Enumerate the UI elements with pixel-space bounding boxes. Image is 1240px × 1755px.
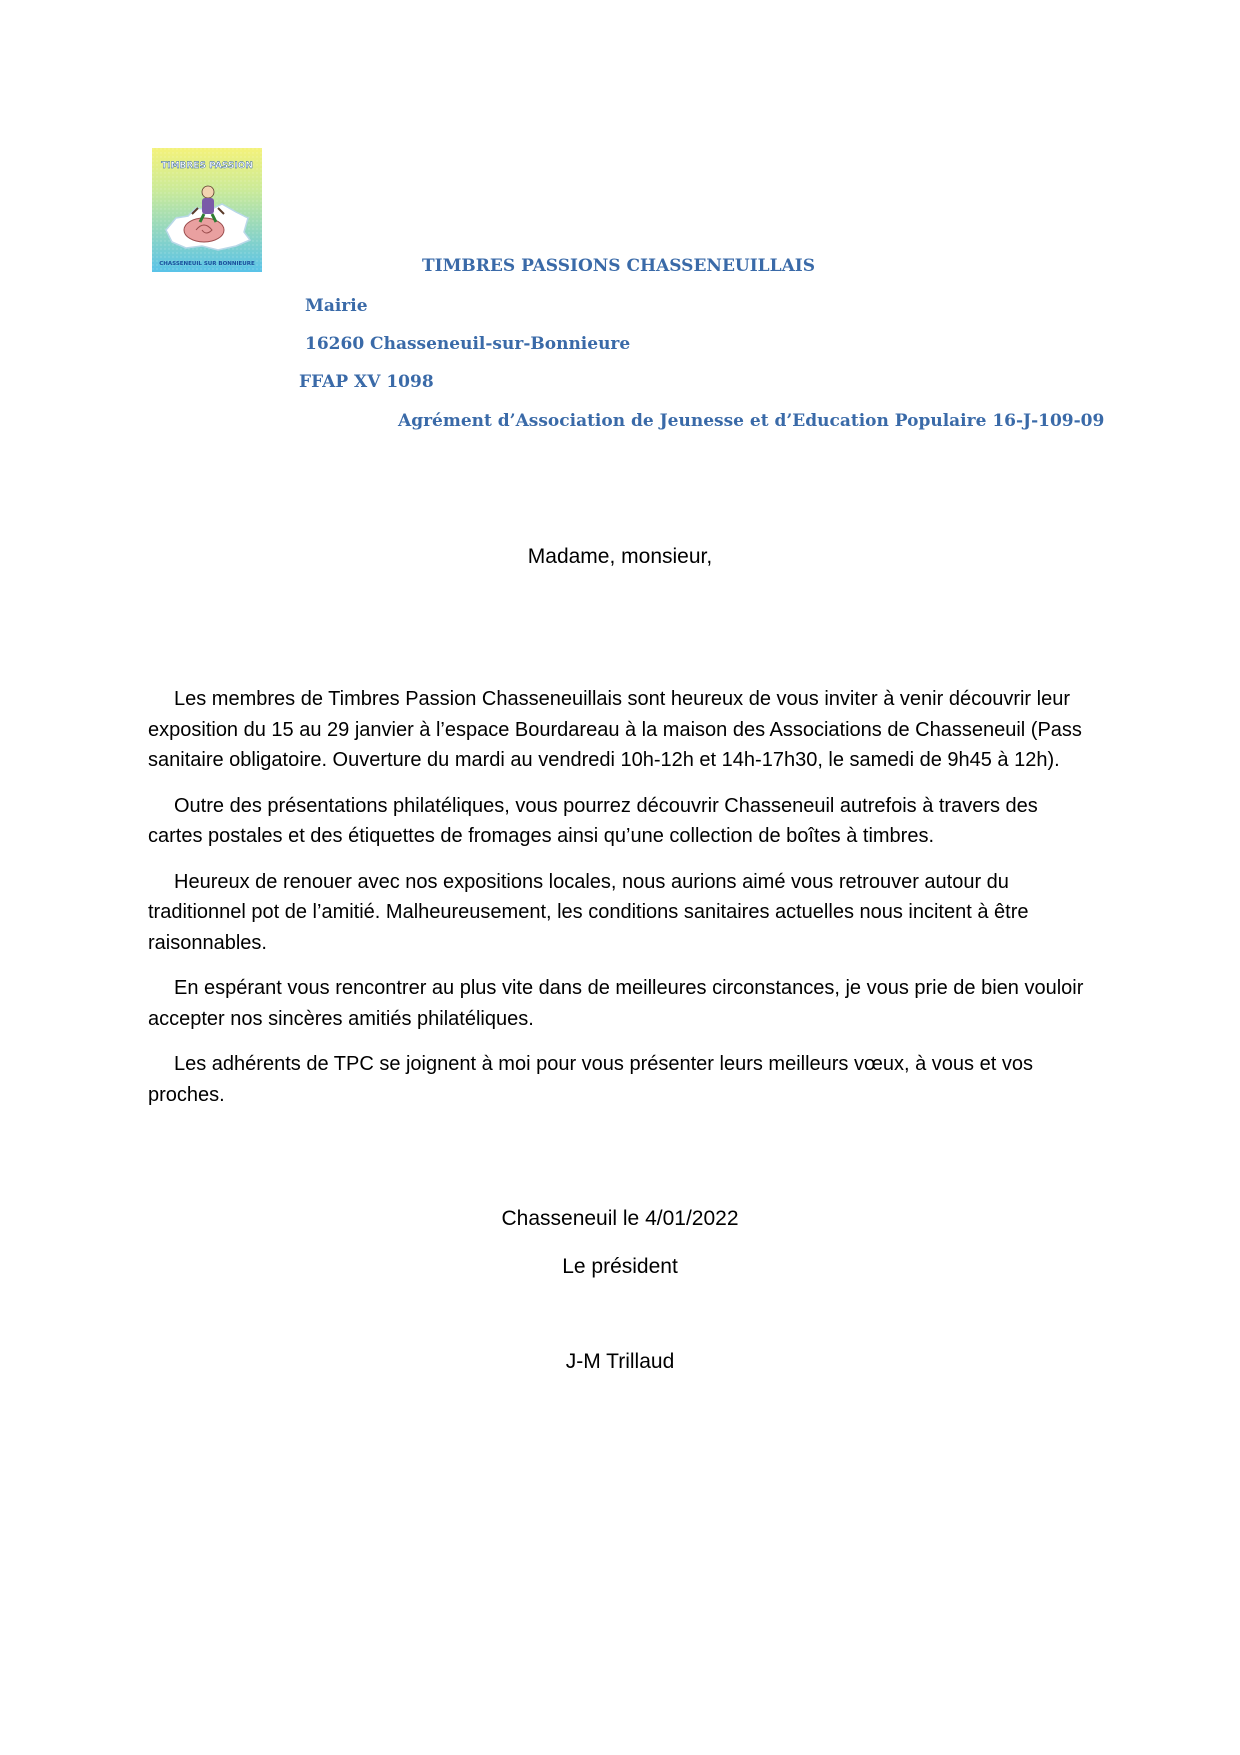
address-postal: 16260 Chasseneuil-sur-Bonnieure (305, 334, 631, 354)
ffap-number: FFAP XV 1098 (299, 372, 434, 392)
body-paragraph: Heureux de renouer avec nos expositions locales, nous aurions aimé vous retrouver autour du traditionnel pot de l’amitié. Malheureusement, les conditions sanitaires actuelles nous incitent à être raisonnables. (148, 870, 1029, 954)
signatory-role: Le président (562, 1255, 678, 1278)
logo-text-bottom: CHASSENEUIL SUR BONNIEURE (159, 261, 255, 267)
logo-text-top: TIMBRES PASSION (161, 161, 253, 171)
body-paragraph: En espérant vous rencontrer au plus vite dans de meilleures circonstances, je vous prie de bien vouloir accepter nos sincères amitiés philatéliques. (148, 977, 1084, 1030)
body-paragraph: Les adhérents de TPC se joignent à moi pour vous présenter leurs meilleurs vœux, à vous et vos proches. (148, 1053, 1033, 1106)
body-paragraph: Outre des présentations philatéliques, vous pourrez découvrir Chasseneuil autrefois à travers des cartes postales et des étiquettes de fromages ainsi qu’une collection de boîtes à timbres. (148, 794, 1038, 847)
letter-body (148, 684, 1096, 1125)
timbres-passion-logo-icon (152, 148, 262, 272)
address-mairie: Mairie (305, 296, 368, 316)
salutation: Madame, monsieur, (527, 545, 713, 568)
agrement-line: Agrément d’Association de Jeunesse et d’Education Populaire 16-J-109-09 (398, 411, 1105, 431)
signatory-name: J-M Trillaud (565, 1350, 675, 1373)
association-name: TIMBRES PASSIONS CHASSENEUILLAIS (422, 256, 816, 276)
body-paragraph: Les membres de Timbres Passion Chasseneuillais sont heureux de vous inviter à venir découvrir leur exposition du 15 au 29 janvier à l’espace Bourdareau à la maison des Associations de Chasseneuil (Pass sanitaire obligatoire. Ouverture du mardi au vendredi 10h-12h et 14h-17h30, le samedi de 9h45 à 12h). (148, 688, 1082, 771)
date-line: Chasseneuil le 4/01/2022 (501, 1207, 739, 1230)
